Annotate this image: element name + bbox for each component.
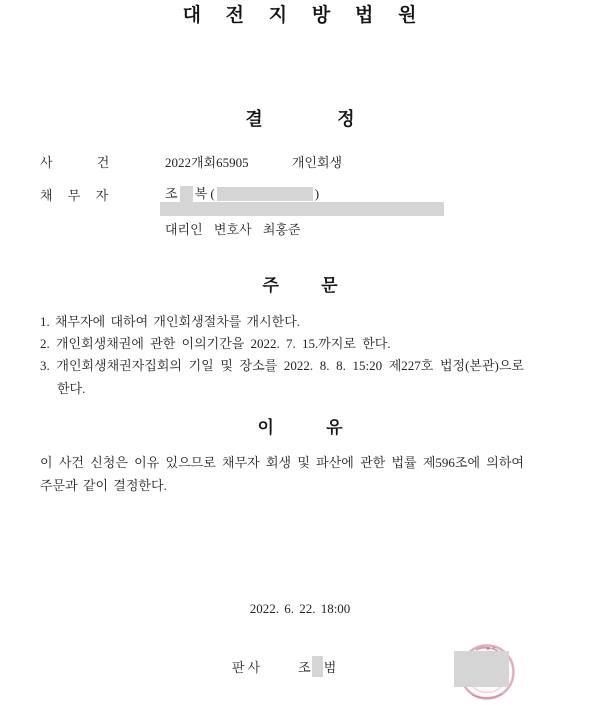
redaction-debtor-id-box [217,187,313,201]
judge-label: 판사 [232,660,264,675]
reason-line-1: 이 사건 신청은 이유 있으므로 채무자 회생 및 파산에 관한 법률 제596조에 의하여 [40,455,524,470]
order-item-1: 1. 채무자에 대하여 개인회생절차를 개시한다. [40,314,301,329]
debtor-name-first: 조 [165,186,178,201]
order-item-3: 3. 개인회생채권자집회의 기일 및 장소를 2022. 8. 8. 15:20 제227호 법정(본관)으로 [40,358,524,373]
redaction-debtor-address-bar [160,202,444,216]
redaction-debtor-name-box [180,186,193,202]
order-item-3-continued: 한다. [57,381,86,396]
debtor-name-rest: 복 ( [194,186,215,201]
court-name: 대 전 지 방 법 원 [182,5,418,26]
judge-row [232,657,336,676]
debtor-label: 채 무 자 [40,188,109,203]
attorney-line: 대리인 변호사 최홍준 [165,222,301,237]
debtor-paren-close: ) [314,186,320,201]
order-item-2: 2. 개인회생채권에 관한 이의기간을 2022. 7. 15.까지로 한다. [40,336,391,351]
judge-name [298,657,336,676]
document-title: 결 정 [245,109,355,129]
decision-date: 2022. 6. 22. 18:00 [249,601,351,616]
reason-heading: 이 유 [257,418,343,437]
redaction-judge-name-box [312,656,323,677]
order-heading: 주 문 [262,276,338,295]
redaction-seal-box [454,651,509,687]
judge-name-first: 조 [298,660,311,675]
case-number: 2022개회65905 개인회생 [165,155,343,170]
reason-line-2: 주문과 같이 결정한다. [40,478,167,493]
judge-name-last: 범 [323,660,337,675]
case-label: 사 건 [40,155,110,170]
debtor-name-row [165,185,319,202]
